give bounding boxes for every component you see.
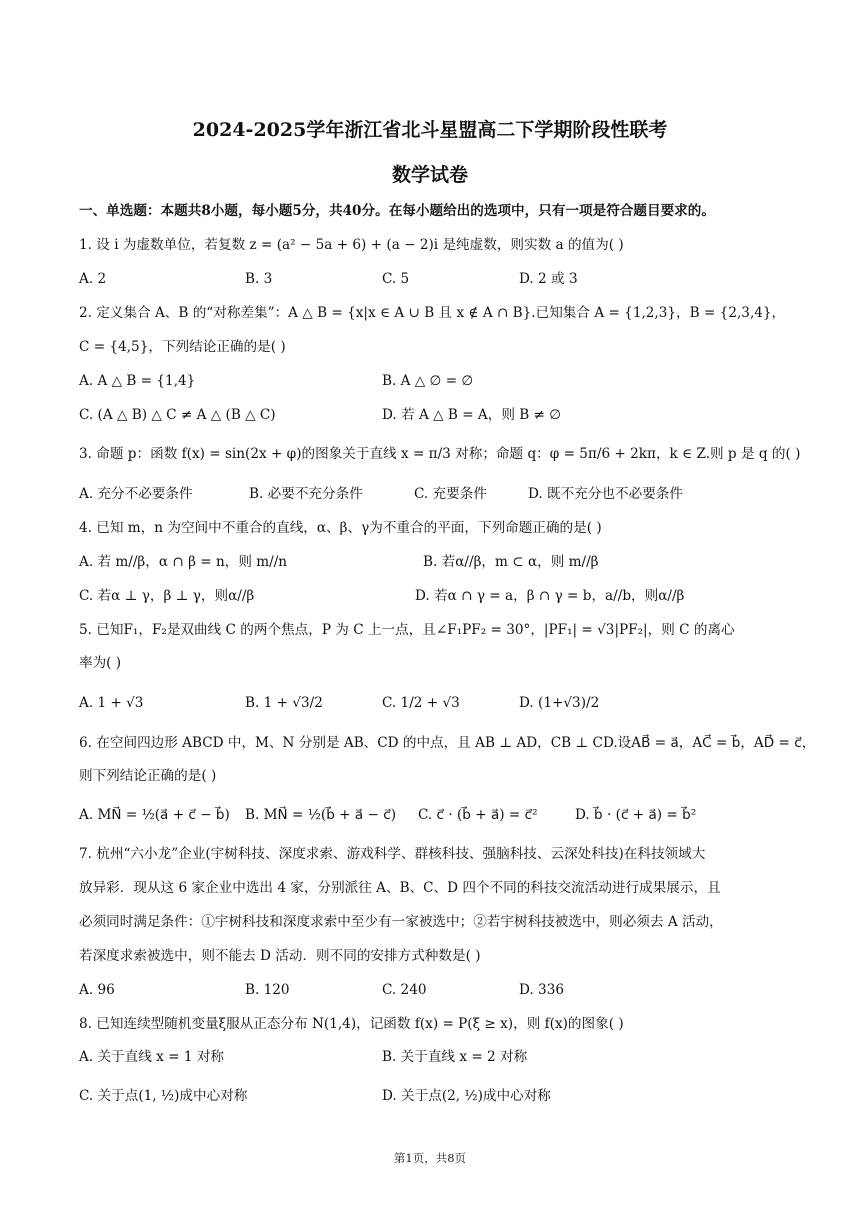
question-text: 6. 在空间四边形 ABCD 中，M、N 分别是 AB、CD 的中点，且 AB ⊥ AD，CB ⊥ CD.设AB⃗ = a⃗，AC⃗ = b⃗，AD⃗ = c⃗， xyxy=(79,735,816,751)
option-b: B. 关于直线 x = 2 对称 xyxy=(382,1049,528,1065)
option-c: C. 1/2 + √3 xyxy=(382,695,460,711)
option-a: A. 2 xyxy=(79,271,107,287)
option-b: B. 必要不充分条件 xyxy=(249,486,363,502)
option-a: A. MN⃗ = ½(a⃗ + c⃗ − b⃗) xyxy=(79,807,230,823)
option-d: D. b⃗ · (c⃗ + a⃗) = b⃗² xyxy=(575,807,697,823)
question-text: 7. 杭州“六小龙”企业(宇树科技、深度求索、游戏科学、群核科技、强脑科技、云深处科技)在科技领域大 xyxy=(79,846,706,862)
option-c: C. 若α ⊥ γ，β ⊥ γ，则α//β xyxy=(79,588,255,604)
section-heading: 一、单选题：本题共8小题，每小题5分，共40分。在每小题给出的选项中，只有一项是符合题目要求的。 xyxy=(79,203,715,219)
question-text: 率为( ) xyxy=(79,655,122,671)
page-title: 2024-2025学年浙江省北斗星盟高二下学期阶段性联考 xyxy=(192,119,668,141)
option-a: A. 96 xyxy=(79,982,115,998)
question-text: 5. 已知F₁，F₂是双曲线 C 的两个焦点，P 为 C 上一点，且∠F₁PF₂ = 30°，|PF₁| = √3|PF₂|，则 C 的离心 xyxy=(79,622,735,638)
page-number: 第1页，共8页 xyxy=(393,1151,467,1165)
option-b: B. MN⃗ = ½(b⃗ + a⃗ − c⃗) xyxy=(245,807,397,823)
question-text: 2. 定义集合 A、B 的“对称差集”：A △ B = {x|x ∈ A ∪ B 且 x ∉ A ∩ B}.已知集合 A = {1,2,3}，B = {2,3,4}， xyxy=(79,305,786,321)
option-b: B. 120 xyxy=(245,982,290,998)
option-b: B. 3 xyxy=(245,271,273,287)
option-c: C. 充要条件 xyxy=(414,486,487,502)
option-b: B. 若α//β，m ⊂ α，则 m//β xyxy=(423,554,599,570)
question-text: 必须同时满足条件：①宇树科技和深度求索中至少有一家被选中；②若宇树科技被选中，则必须去 A 活动， xyxy=(79,914,723,930)
question-text: 则下列结论正确的是( ) xyxy=(79,768,217,784)
option-a: A. A △ B = {1,4} xyxy=(79,373,196,389)
question-text: 3. 命题 p：函数 f(x) = sin(2x + φ)的图象关于直线 x = π/3 对称；命题 q：φ = 5π/6 + 2kπ，k ∈ Z.则 p 是 q 的( ) xyxy=(79,446,801,462)
option-b: B. A △ ∅ = ∅ xyxy=(382,373,474,389)
option-d: D. 既不充分也不必要条件 xyxy=(528,486,683,502)
option-c: C. (A △ B) △ C ≠ A △ (B △ C) xyxy=(79,407,276,423)
option-c: C. c⃗ · (b⃗ + a⃗) = c⃗² xyxy=(418,807,538,823)
page-subtitle: 数学试卷 xyxy=(391,164,468,186)
option-d: D. (1+√3)/2 xyxy=(519,695,600,711)
question-text: 放异彩．现从这 6 家企业中选出 4 家，分别派往 A、B、C、D 四个不同的科技交流活动进行成果展示，且 xyxy=(79,880,721,896)
option-d: D. 若 A △ B = A，则 B ≠ ∅ xyxy=(382,407,562,423)
question-text: C = {4,5}，下列结论正确的是( ) xyxy=(79,339,286,355)
question-text: 若深度求索被选中，则不能去 D 活动．则不同的安排方式种数是( ) xyxy=(79,948,481,964)
option-a: A. 充分不必要条件 xyxy=(79,486,193,502)
option-b: B. 1 + √3/2 xyxy=(245,695,323,711)
option-c: C. 5 xyxy=(382,271,410,287)
question-text: 4. 已知 m，n 为空间中不重合的直线，α、β、γ为不重合的平面，下列命题正确的是( ) xyxy=(79,520,602,536)
option-a: A. 若 m//β，α ∩ β = n，则 m//n xyxy=(79,554,288,570)
question-text: 8. 已知连续型随机变量ξ服从正态分布 N(1,4)，记函数 f(x) = P(ξ ≥ x)，则 f(x)的图象( ) xyxy=(79,1016,624,1032)
option-d: D. 关于点(2, ½)成中心对称 xyxy=(382,1088,551,1104)
option-a: A. 1 + √3 xyxy=(79,695,144,711)
option-d: D. 336 xyxy=(519,982,565,998)
option-a: A. 关于直线 x = 1 对称 xyxy=(79,1049,225,1065)
option-c: C. 关于点(1, ½)成中心对称 xyxy=(79,1088,248,1104)
option-d: D. 若α ∩ γ = a，β ∩ γ = b，a//b，则α//β xyxy=(415,588,685,604)
question-text: 1. 设 i 为虚数单位，若复数 z = (a² − 5a + 6) + (a − 2)i 是纯虚数，则实数 a 的值为( ) xyxy=(79,237,624,253)
option-c: C. 240 xyxy=(382,982,427,998)
option-d: D. 2 或 3 xyxy=(519,271,578,287)
